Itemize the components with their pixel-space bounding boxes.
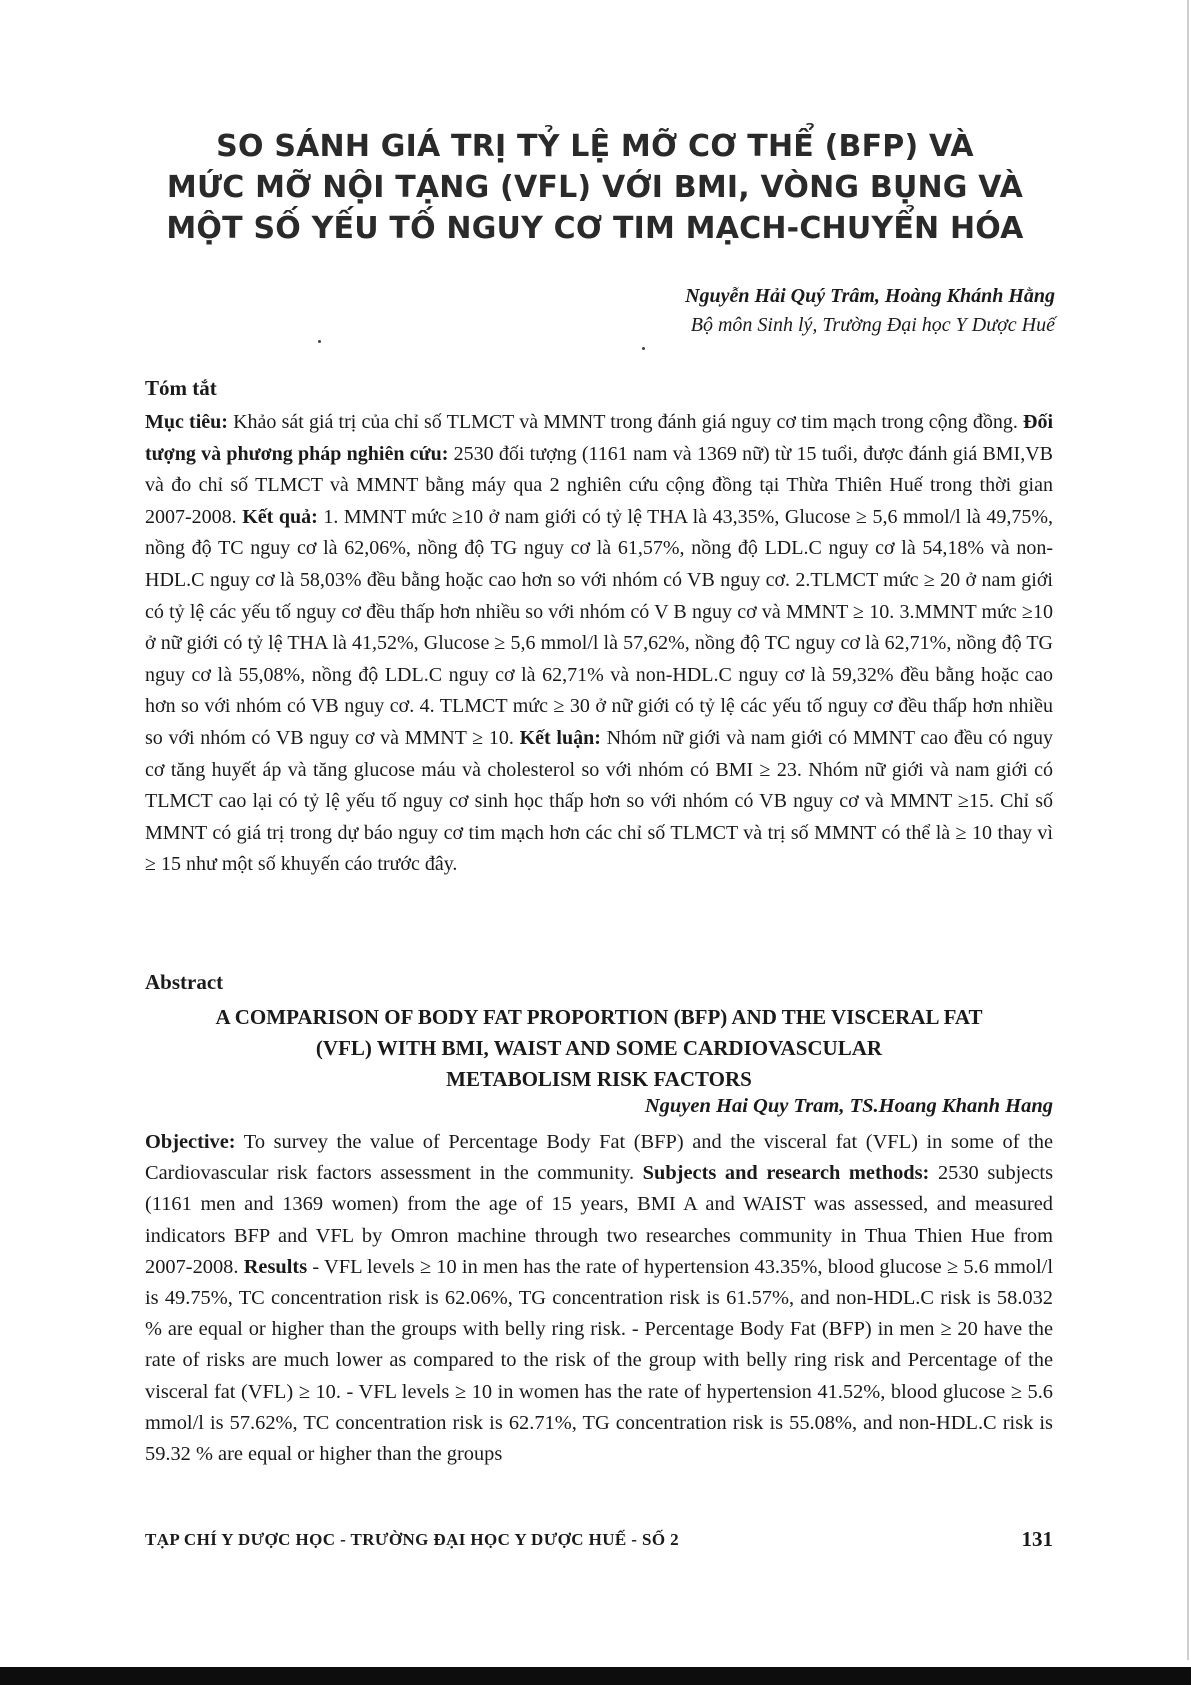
summary-heading-vi: Tóm tắt	[145, 376, 217, 400]
article-title-en	[145, 1002, 1053, 1095]
summary-paragraph-vi	[145, 407, 1053, 881]
label-results-en: Results	[243, 1255, 308, 1278]
label-objective-vi: Mục tiêu:	[145, 411, 228, 433]
text-subjects-en: 2530 subjects (1161 men and 1369 women) from the age of 15 years, BMI A and WAIST was assessed, and measured indicators BFP and VFL by Omron machine through two researches community in Thua Thien Hue from 2007-2008.	[145, 1162, 1054, 1278]
label-subjects-vi: Đối tượng và phương pháp nghiên cứu:	[145, 411, 1053, 465]
title-line: MỘT SỐ YẾU TỐ NGUY CƠ TIM MẠCH-CHUYỂN HÓA	[166, 211, 1024, 246]
label-objective-en: Objective:	[145, 1131, 236, 1153]
scan-bottom-border	[0, 1667, 1191, 1685]
abstract-heading: Abstract	[145, 970, 224, 994]
label-subjects-en: Subjects and research methods:	[642, 1162, 930, 1185]
author-affiliation: Bộ môn Sinh lý, Trường Đại học Y Dược Huế	[690, 314, 1055, 336]
scan-speck	[642, 347, 645, 350]
scan-edge-line	[1187, 0, 1189, 1660]
author-names-en: Nguyen Hai Quy Tram, TS.Hoang Khanh Hang	[644, 1095, 1053, 1117]
text-results-en: - VFL levels ≥ 10 in men has the rate of hypertension 43.35%, blood glucose ≥ 5.6 mmol/l is 49.75%, TC concentration risk is 62.06%, TG concentration risk is 61.57%, and non-HDL.C risk is 58.032 % are equal or higher than the groups with belly ring risk. - Percentage Body Fat (BFP) in men ≥ 20 have the rate of risks are much lower as compared to the risk of the group with belly ring risk and Percentage of the visceral fat (VFL) ≥ 10. - VFL levels ≥ 10 in women has the rate of hypertension 41.52%, blood glucose ≥ 5.6 mmol/l is 57.62%, TC concentration risk is 62.71%, TG concentration risk is 55.08%, and non-HDL.C risk is 59.32 % are equal or higher than the groups	[145, 1255, 1053, 1466]
author-names: Nguyễn Hải Quý Trâm, Hoàng Khánh Hằng	[685, 285, 1055, 307]
title-line: (VFL) WITH BMI, WAIST AND SOME CARDIOVASCULAR	[315, 1036, 883, 1060]
article-title-vi	[110, 126, 1080, 249]
text-objective-vi: Khảo sát giá trị của chỉ số TLMCT và MMNT trong đánh giá nguy cơ tim mạch trong cộng đồng.	[227, 411, 1023, 433]
text-results-vi: 1. MMNT mức ≥10 ở nam giới có tỷ lệ THA là 43,35%, Glucose ≥ 5,6 mmol/l là 49,75%, nồng độ TC nguy cơ là 62,06%, nồng độ TG nguy cơ là 61,57%, nồng độ LDL.C nguy cơ là 54,18% và non-HDL.C nguy cơ là 58,03% đều bằng hoặc cao hơn so với nhóm có VB nguy cơ. 2.TLMCT mức ≥ 20 ở nam giới có tỷ lệ các yếu tố nguy cơ đều thấp hơn nhiều so với nhóm có V B nguy cơ và MMNT ≥ 10. 3.MMNT mức ≥10 ở nữ giới có tỷ lệ THA là 41,52%, Glucose ≥ 5,6 mmol/l là 57,62%, nồng độ TC nguy cơ là 62,71%, nồng độ TG nguy cơ là 55,08%, nồng độ LDL.C nguy cơ là 62,71% và non-HDL.C nguy cơ là 59,32% đều bằng hoặc cao hơn so với nhóm có VB nguy cơ. 4. TLMCT mức ≥ 30 ở nữ giới có tỷ lệ các yếu tố nguy cơ đều thấp hơn nhiều so với nhóm có VB nguy cơ và MMNT ≥ 10.	[145, 505, 1054, 749]
title-line: MỨC MỠ NỘI TẠNG (VFL) VỚI BMI, VÒNG BỤNG VÀ	[166, 170, 1024, 205]
title-line: A COMPARISON OF BODY FAT PROPORTION (BFP) AND THE VISCERAL FAT	[215, 1005, 983, 1029]
label-conclusion-vi: Kết luận:	[519, 726, 601, 749]
author-block-vi	[685, 282, 1055, 340]
scan-speck	[318, 340, 321, 343]
text-conclusion-vi: Nhóm nữ giới và nam giới có MMNT cao đều có nguy cơ tăng huyết áp và tăng glucose máu và cholesterol so với nhóm có BMI ≥ 23. Nhóm nữ giới và nam giới có TLMCT cao lại có tỷ lệ yếu tố nguy cơ sinh học thấp hơn so với nhóm có VB nguy cơ và MMNT ≥15. Chỉ số MMNT có giá trị trong dự báo nguy cơ tim mạch hơn các chỉ số TLMCT và trị số MMNT có thể là ≥ 10 thay vì ≥ 15 như một số khuyến cáo trước đây.	[145, 726, 1054, 876]
title-line: METABOLISM RISK FACTORS	[446, 1067, 752, 1091]
journal-footer: TẠP CHÍ Y DƯỢC HỌC - TRƯỜNG ĐẠI HỌC Y DƯỢC HUẾ - SỐ 2	[145, 1530, 680, 1549]
title-line: SO SÁNH GIÁ TRỊ TỶ LỆ MỠ CƠ THỂ (BFP) VÀ	[216, 129, 974, 164]
page-number: 131	[1021, 1527, 1053, 1551]
label-results-vi: Kết quả:	[242, 505, 318, 528]
text-objective-en: To survey the value of Percentage Body Fat (BFP) and the visceral fat (VFL) in some of the Cardiovascular risk factors assessment in the community.	[145, 1131, 1053, 1185]
abstract-paragraph-en	[145, 1127, 1053, 1470]
text-subjects-vi: 2530 đối tượng (1161 nam và 1369 nữ) từ 15 tuổi, được đánh giá BMI,VB và đo chỉ số TLMCT và MMNT bằng máy qua 2 nghiên cứu cộng đồng tại Thừa Thiên Huế trong thời gian 2007-2008.	[145, 442, 1054, 528]
